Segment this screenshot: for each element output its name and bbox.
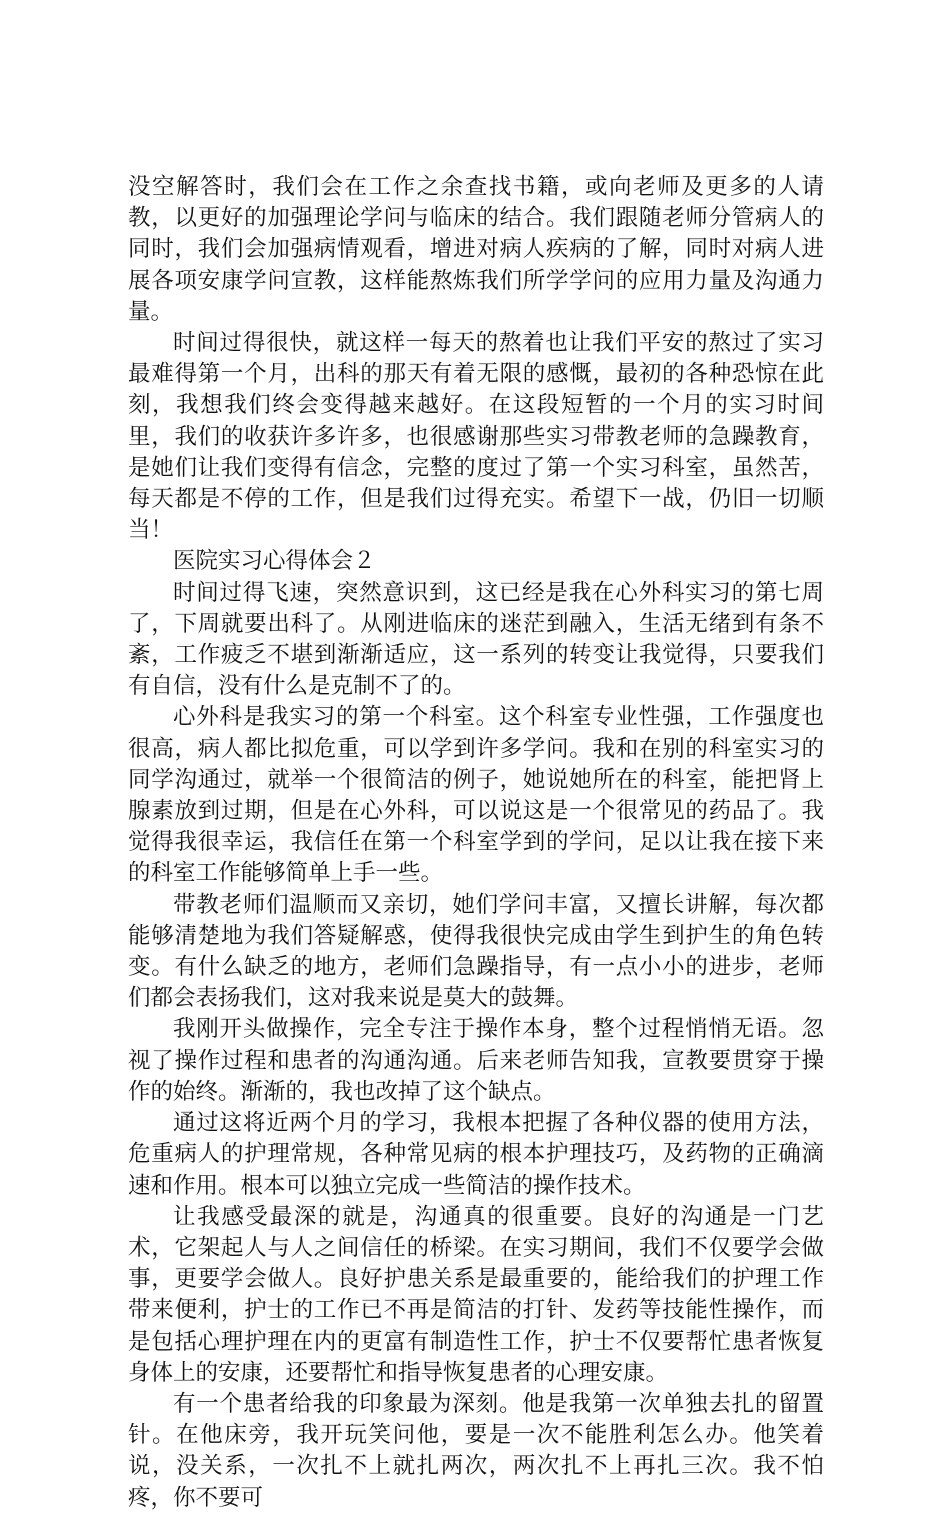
paragraph-9: 有一个患者给我的印象最为深刻。他是我第一次单独去扎的留置针。在他床旁，我开玩笑问他，要是一次不能胜利怎么办。他笑着说，没关系，一次扎不上就扎两次，两次扎不上再扎三次。我不怕疼，你不要可 [128, 1390, 824, 1511]
document-page [128, 172, 824, 1514]
paragraph-2: 时间过得很快，就这样一每天的熬着也让我们平安的熬过了实习最难得第一个月，出科的那天有着无限的感慨，最初的各种恐惊在此刻，我想我们终会变得越来越好。在这段短暂的一个月的实习时间里，我们的收获许多许多，也很感谢那些实习带教老师的急躁教育，是她们让我们变得有信念，完整的度过了第一个实习科室，虽然苦，每天都是不停的工作，但是我们过得充实。希望下一战，仍旧一切顺当！ [128, 330, 824, 544]
paragraph-4: 心外科是我实习的第一个科室。这个科室专业性强，工作强度也很高，病人都比拟危重，可以学到许多学问。我和在别的科室实习的同学沟通过，就举一个很简洁的例子，她说她所在的科室，能把肾上腺素放到过期，但是在心外科，可以说这是一个很常见的药品了。我觉得我很幸运，我信任在第一个科室学到的学问，足以让我在接下来的科室工作能够简单上手一些。 [128, 704, 824, 887]
paragraph-7: 通过这将近两个月的学习，我根本把握了各种仪器的使用方法，危重病人的护理常规，各种常见病的根本护理技巧，及药物的正确滴速和作用。根本可以独立完成一些简洁的操作技术。 [128, 1110, 824, 1199]
paragraph-3: 时间过得飞速，突然意识到，这已经是我在心外科实习的第七周了，下周就要出科了。从刚进临床的迷茫到融入，生活无绪到有条不紊，工作疲乏不堪到渐渐适应，这一系列的转变让我觉得，只要我们有自信，没有什么是克制不了的。 [128, 579, 824, 700]
section-heading: 医院实习心得体会２ [173, 548, 376, 575]
paragraph-8: 让我感受最深的就是，沟通真的很重要。良好的沟通是一门艺术，它架起人与人之间信任的桥梁。在实习期间，我们不仅要学会做事，更要学会做人。良好护患关系是最重要的，能给我们的护理工作带来便利，护士的工作已不再是简洁的打针、发药等技能性操作，而是包括心理护理在内的更富有制造性工作，护士不仅要帮忙患者恢复身体上的安康，还要帮忙和指导恢复患者的心理安康。 [128, 1203, 824, 1386]
paragraph-1: 没空解答时，我们会在工作之余查找书籍，或向老师及更多的人请教，以更好的加强理论学问与临床的结合。我们跟随老师分管病人的同时，我们会加强病情观看，增进对病人疾病的了解，同时对病人进展各项安康学问宣教，这样能熬炼我们所学学问的应用力量及沟通力量。 [128, 174, 824, 325]
paragraph-6: 我刚开头做操作，完全专注于操作本身，整个过程悄悄无语。忽视了操作过程和患者的沟通沟通。后来老师告知我，宣教要贯穿于操作的始终。渐渐的，我也改掉了这个缺点。 [128, 1016, 824, 1105]
paragraph-5: 带教老师们温顺而又亲切，她们学问丰富，又擅长讲解，每次都能够清楚地为我们答疑解惑，使得我很快完成由学生到护生的角色转变。有什么缺乏的地方，老师们急躁指导，有一点小小的进步，老师们都会表扬我们，这对我来说是莫大的鼓舞。 [128, 891, 824, 1012]
